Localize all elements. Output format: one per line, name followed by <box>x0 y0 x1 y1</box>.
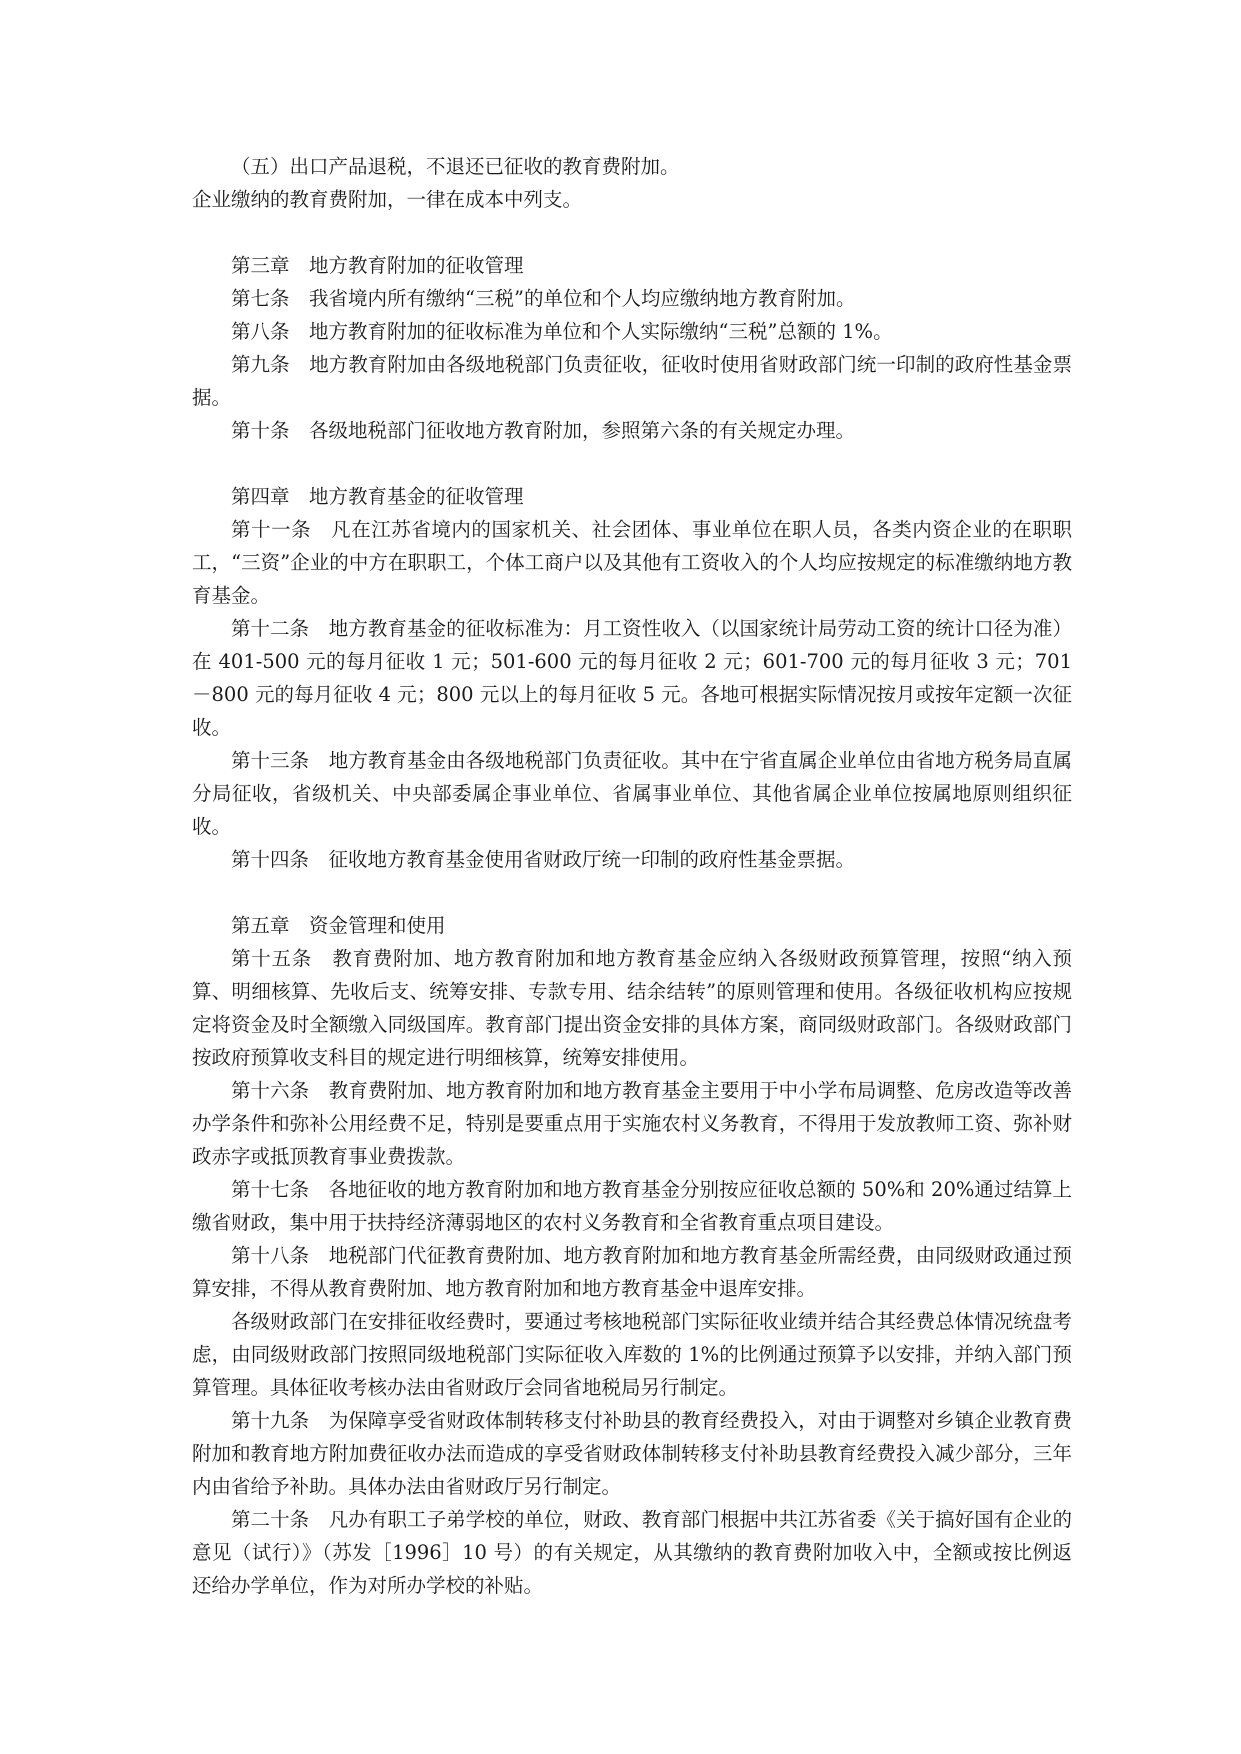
section-gap <box>192 447 1072 480</box>
paragraph: （五）出口产品退税，不退还已征收的教育费附加。 <box>231 155 680 178</box>
section-gap <box>192 876 1072 909</box>
paragraph: 第十四条 征收地方教育基金使用省财政厅统一印制的政府性基金票据。 <box>231 848 856 871</box>
paragraph: 第七条 我省境内所有缴纳“三税”的单位和个人均应缴纳地方教育附加。 <box>231 287 856 310</box>
paragraph: 第二十条 凡办有职工子弟学校的单位，财政、教育部门根据中共江苏省委《关于搞好国有企业的意见（试行）》（苏发［1996］10 号）的有关规定，从其缴纳的教育费附加收入中，全额或按比例返还给办学单位，作为对所办学校的补贴。 <box>192 1508 1072 1597</box>
paragraph: 第十七条 各地征收的地方教育附加和地方教育基金分别按应征收总额的 50%和 20%通过结算上缴省财政，集中用于扶持经济薄弱地区的农村义务教育和全省教育重点项目建设。 <box>192 1178 1072 1234</box>
paragraph: 第八条 地方教育附加的征收标准为单位和个人实际缴纳“三税”总额的 1%。 <box>231 320 893 343</box>
paragraph: 第九条 地方教育附加由各级地税部门负责征收，征收时使用省财政部门统一印制的政府性基金票据。 <box>192 353 1072 409</box>
chapter-heading: 第五章 资金管理和使用 <box>231 914 446 937</box>
paragraph: 第十条 各级地税部门征收地方教育附加，参照第六条的有关规定办理。 <box>231 419 856 442</box>
paragraph: 第十三条 地方教育基金由各级地税部门负责征收。其中在宁省直属企业单位由省地方税务局直属分局征收，省级机关、中央部委属企事业单位、省属事业单位、其他省属企业单位按属地原则组织征收。 <box>192 749 1072 838</box>
paragraph: 第十二条 地方教育基金的征收标准为：月工资性收入（以国家统计局劳动工资的统计口径为准）在 401-500 元的每月征收 1 元；501-600 元的每月征收 2 元；601-700 元的每月征收 3 元；701－800 元的每月征收 4 元；800 元以上的每月征收 5 元。各地可根据实际情况按月或按年定额一次征收。 <box>192 617 1072 739</box>
paragraph: 各级财政部门在安排征收经费时，要通过考核地税部门实际征收业绩并结合其经费总体情况统盘考虑，由同级财政部门按照同级地税部门实际征收入库数的 1%的比例通过预算予以安排，并纳入部门预算管理。具体征收考核办法由省财政厅会同省地税局另行制定。 <box>192 1310 1072 1399</box>
section-gap <box>192 216 1072 249</box>
paragraph: 第十五条 教育费附加、地方教育附加和地方教育基金应纳入各级财政预算管理，按照“纳入预算、明细核算、先收后支、统筹安排、专款专用、结余结转”的原则管理和使用。各级征收机构应按规定将资金及时全额缴入同级国库。教育部门提出资金安排的具体方案，商同级财政部门。各级财政部门按政府预算收支科目的规定进行明细核算，统筹安排使用。 <box>192 947 1072 1069</box>
document-page <box>192 150 1072 1602</box>
paragraph: 第十八条 地税部门代征教育费附加、地方教育附加和地方教育基金所需经费，由同级财政通过预算安排，不得从教育费附加、地方教育附加和地方教育基金中退库安排。 <box>192 1244 1072 1300</box>
chapter-heading: 第四章 地方教育基金的征收管理 <box>231 485 524 508</box>
paragraph: 第十一条 凡在江苏省境内的国家机关、社会团体、事业单位在职人员，各类内资企业的在职职工，“三资”企业的中方在职职工，个体工商户以及其他有工资收入的个人均应按规定的标准缴纳地方教育基金。 <box>192 518 1072 607</box>
paragraph: 第十九条 为保障享受省财政体制转移支付补助县的教育经费投入，对由于调整对乡镇企业教育费附加和教育地方附加费征收办法而造成的享受省财政体制转移支付补助县教育经费投入减少部分，三年内由省给予补助。具体办法由省财政厅另行制定。 <box>192 1409 1072 1498</box>
chapter-heading: 第三章 地方教育附加的征收管理 <box>231 254 524 277</box>
paragraph: 企业缴纳的教育费附加，一律在成本中列支。 <box>192 188 583 211</box>
paragraph: 第十六条 教育费附加、地方教育附加和地方教育基金主要用于中小学布局调整、危房改造等改善办学条件和弥补公用经费不足，特别是要重点用于实施农村义务教育，不得用于发放教师工资、弥补财政赤字或抵顶教育事业费拨款。 <box>192 1079 1072 1168</box>
